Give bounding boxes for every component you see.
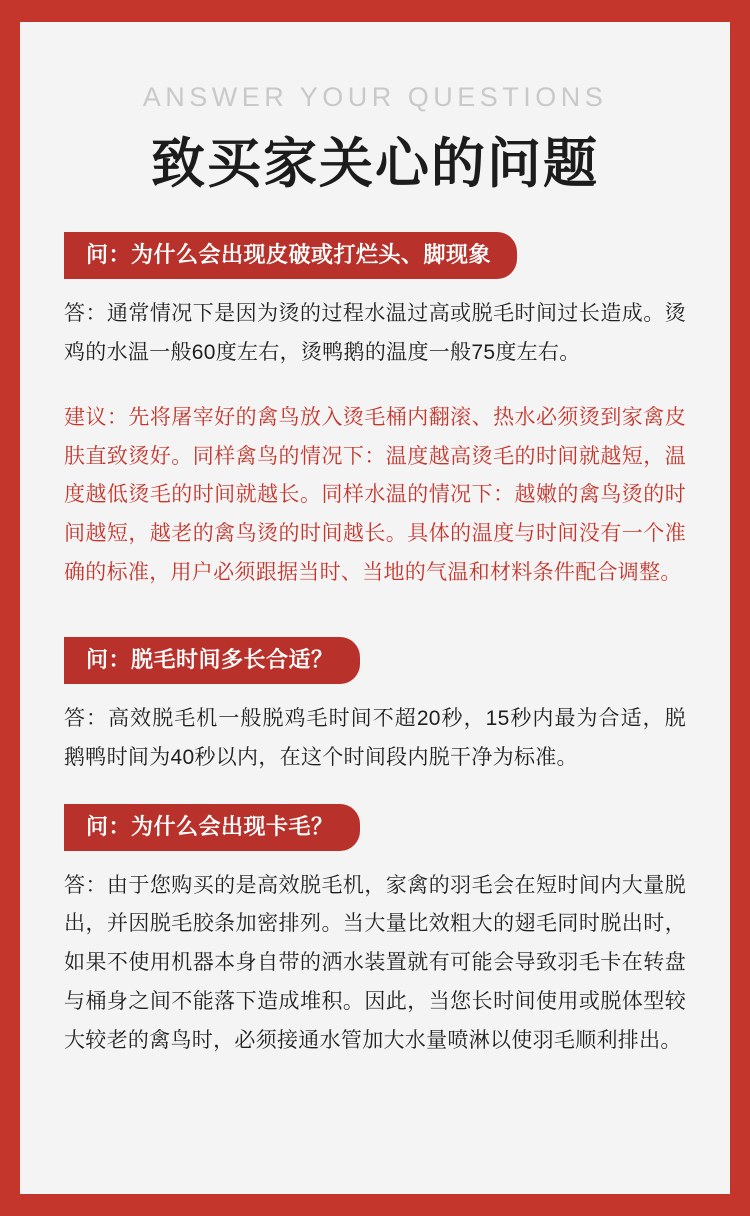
page-eyebrow: ANSWER YOUR QUESTIONS xyxy=(142,82,608,112)
faq-advice-1: 建议：先将屠宰好的禽鸟放入烫毛桶内翻滚、热水必须烫到家禽皮肤直致烫好。同样禽鸟的情况下：温度越高烫毛的时间就越短，温度越低烫毛的时间就越长。同样水温的情况下：越嫩的禽鸟烫的时间越短，越老的禽鸟烫的时间越长。具体的温度与时间没有一个准确的标准，用户必须跟据当时、当地的气温和材料条件配合调整。 xyxy=(64,405,686,585)
faq-answer-1: 答：通常情况下是因为烫的过程水温过高或脱毛时间过长造成。烫鸡的水温一般60度左右，烫鸭鹅的温度一般75度左右。 xyxy=(64,302,686,364)
page-title: 致买家关心的问题 xyxy=(151,134,599,194)
faq-answer-2: 答：高效脱毛机一般脱鸡毛时间不超20秒，15秒内最为合适，脱鹅鸭时间为40秒以内，在这个时间段内脱干净为标准。 xyxy=(64,706,686,769)
faq-question-3: 问：为什么会出现卡毛？ xyxy=(64,804,360,851)
spacer-1 xyxy=(64,593,686,637)
faq-answer-3: 答：由于您购买的是高效脱毛机，家禽的羽毛会在短时间内大量脱出，并因脱毛胶条加密排列。当大量比效粗大的翅毛同时脱出时，如果不使用机器本身自带的洒水装置就有可能会导致羽毛卡在转盘与桶身之间不能落下造成堆积。因此，当您长时间使用或脱体型较大较老的禽鸟时，必须接通水管加大水量喷淋以使羽毛顺利排出。 xyxy=(64,873,686,1052)
faq-question-2: 问：脱毛时间多长合适？ xyxy=(64,637,360,684)
spacer-2 xyxy=(64,778,686,804)
faq-question-1: 问：为什么会出现皮破或打烂头、脚现象 xyxy=(64,232,517,279)
content-card xyxy=(20,22,730,1194)
faq-item-3 xyxy=(64,804,686,851)
faq-item-2 xyxy=(64,637,686,684)
faq-item-1 xyxy=(64,232,686,279)
